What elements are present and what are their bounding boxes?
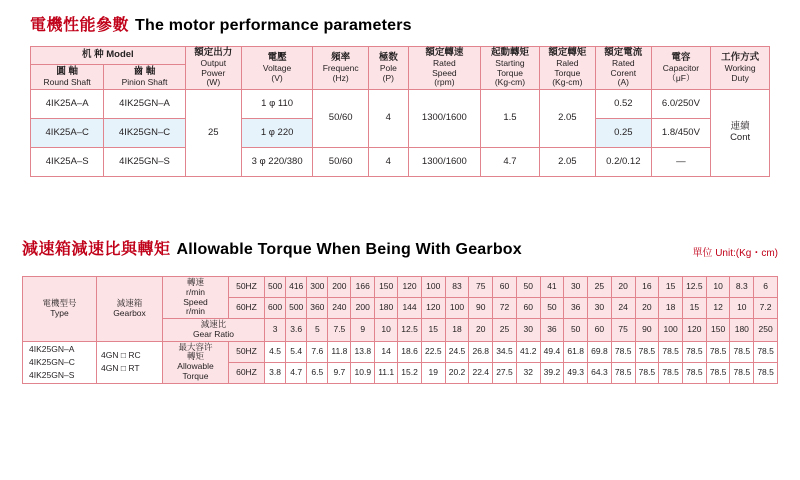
cell-output-power: 25 [185,90,241,177]
cell-torque-60hz: 11.1 [375,362,398,383]
cell-speed-60hz: 500 [286,298,307,319]
cell-torque-60hz: 4.7 [286,362,307,383]
cell-speed-50hz: 75 [469,277,493,298]
cell-speed-60hz: 600 [265,298,286,319]
cell-capacitor: — [651,148,711,177]
cell-gear-ratio: 30 [516,319,540,342]
header-capacitor: 電容 Capacitor （μF） [651,47,711,90]
cell-rated-torque: 2.05 [539,90,595,148]
cell-torque-50hz: 26.8 [469,341,493,362]
cell-frequency: 50/60 [313,148,369,177]
cell-rated-current: 0.2/0.12 [596,148,652,177]
section-2-title-cn: 減速箱減速比與轉矩 [22,241,171,258]
cell-capacitor: 1.8/450V [651,119,711,148]
cell-torque-60hz: 39.2 [540,362,564,383]
cell-torque-60hz: 32 [516,362,540,383]
header-frequency: 頻率 Frequenc (Hz) [313,47,369,90]
header-round-shaft: 圓 軸 Round Shaft [31,65,104,90]
section-1-title-cn: 電機性能參數 [30,17,130,34]
cell-speed-60hz: 18 [659,298,683,319]
header-torque-50hz: 50HZ [229,341,265,362]
cell-rated-current: 0.52 [596,90,652,119]
cell-speed-60hz: 20 [635,298,659,319]
cell-round-shaft: 4IK25A–A [31,90,104,119]
cell-torque-50hz: 13.8 [351,341,375,362]
cell-speed-50hz: 25 [588,277,612,298]
cell-torque-50hz: 41.2 [516,341,540,362]
cell-speed-50hz: 16 [635,277,659,298]
cell-torque-60hz: 22.4 [469,362,493,383]
cell-torque-60hz: 64.3 [588,362,612,383]
cell-round-shaft: 4IK25A–S [31,148,104,177]
cell-torque-50hz: 69.8 [588,341,612,362]
cell-torque-50hz: 11.8 [328,341,351,362]
cell-speed-60hz: 100 [445,298,469,319]
cell-gear-ratio: 5 [307,319,328,342]
cell-pole: 4 [369,90,408,148]
cell-gear-ratio: 60 [588,319,612,342]
cell-torque-50hz: 49.4 [540,341,564,362]
cell-speed-60hz: 90 [469,298,493,319]
cell-speed-60hz: 60 [516,298,540,319]
cell-torque-50hz: 78.5 [659,341,683,362]
cell-speed-60hz: 15 [682,298,706,319]
cell-torque-50hz: 61.8 [564,341,588,362]
cell-gear-ratio: 3 [265,319,286,342]
section-2-title-en: Allowable Torque When Being With Gearbox [176,241,522,258]
cell-speed-60hz: 144 [398,298,422,319]
cell-gear-ratio: 15 [421,319,445,342]
cell-torque-50hz: 7.6 [307,341,328,362]
cell-torque-50hz: 78.5 [730,341,754,362]
cell-torque-50hz: 34.5 [493,341,517,362]
cell-gear-ratio: 75 [611,319,635,342]
table-row [31,90,770,119]
cell-speed-60hz: 30 [588,298,612,319]
cell-speed-60hz: 72 [493,298,517,319]
header-voltage: 電壓 Voltage (V) [241,47,312,90]
section-1-heading [30,12,412,35]
cell-gear-ratio: 20 [469,319,493,342]
cell-round-shaft: 4IK25A–C [31,119,104,148]
cell-torque-50hz: 78.5 [611,341,635,362]
cell-starting-torque: 4.7 [481,148,539,177]
cell-torque-50hz: 78.5 [635,341,659,362]
cell-torque-50hz: 4.5 [265,341,286,362]
cell-torque-50hz: 78.5 [754,341,778,362]
cell-speed-50hz: 120 [398,277,422,298]
header-60hz: 60HZ [229,298,265,319]
header-pinion-shaft: 齒 軸 Pinion Shaft [104,65,185,90]
cell-gearboxes: 4GN □ RC 4GN □ RT [97,341,163,383]
cell-torque-60hz: 78.5 [611,362,635,383]
cell-speed-60hz: 240 [328,298,351,319]
cell-torque-50hz: 24.5 [445,341,469,362]
cell-torque-60hz: 10.9 [351,362,375,383]
table-2-torque-50hz-row [23,341,778,362]
cell-torque-60hz: 20.2 [445,362,469,383]
cell-speed-50hz: 100 [421,277,445,298]
cell-speed-50hz: 6 [754,277,778,298]
cell-torque-60hz: 78.5 [730,362,754,383]
cell-torque-60hz: 78.5 [659,362,683,383]
cell-gear-ratio: 100 [659,319,683,342]
cell-gear-ratio: 36 [540,319,564,342]
cell-torque-60hz: 19 [421,362,445,383]
cell-torque-50hz: 22.5 [421,341,445,362]
cell-rated-torque: 2.05 [539,148,595,177]
cell-torque-60hz: 27.5 [493,362,517,383]
cell-gear-ratio: 7.5 [328,319,351,342]
cell-speed-60hz: 7.2 [754,298,778,319]
cell-gear-ratio: 120 [682,319,706,342]
cell-torque-60hz: 15.2 [398,362,422,383]
cell-speed-50hz: 12.5 [682,277,706,298]
header-rated-torque: 額定轉矩 Raled Torque (Kg-cm) [539,47,595,90]
cell-pole: 4 [369,148,408,177]
cell-speed-50hz: 150 [375,277,398,298]
cell-speed-50hz: 60 [493,277,517,298]
cell-speed-60hz: 50 [540,298,564,319]
cell-gear-ratio: 10 [375,319,398,342]
cell-gear-ratio: 3.6 [286,319,307,342]
cell-pinion-shaft: 4IK25GN–A [104,90,185,119]
header-rated-speed: 額定轉速 Rated Speed (rpm) [408,47,481,90]
cell-frequency: 50/60 [313,90,369,148]
table-row [31,148,770,177]
cell-speed-50hz: 83 [445,277,469,298]
cell-torque-60hz: 6.5 [307,362,328,383]
cell-gear-ratio: 18 [445,319,469,342]
cell-torque-50hz: 78.5 [706,341,730,362]
cell-gear-ratio: 25 [493,319,517,342]
section-2-heading [22,236,778,259]
table-2-speed-50hz-row [23,277,778,298]
header-torque-60hz: 60HZ [229,362,265,383]
cell-torque-50hz: 5.4 [286,341,307,362]
unit-note: 單位 Unit:(Kg・cm) [692,248,778,259]
cell-gear-ratio: 90 [635,319,659,342]
cell-torque-60hz: 78.5 [682,362,706,383]
cell-speed-50hz: 50 [516,277,540,298]
gearbox-torque-table [22,276,778,384]
cell-speed-50hz: 300 [307,277,328,298]
section-1-title-en: The motor performance parameters [135,17,412,34]
header-motor-type: 電機型号 Type [23,277,97,342]
cell-speed-50hz: 500 [265,277,286,298]
cell-gear-ratio: 50 [564,319,588,342]
cell-capacitor: 6.0/250V [651,90,711,119]
cell-starting-torque: 1.5 [481,90,539,148]
cell-pinion-shaft: 4IK25GN–S [104,148,185,177]
header-pole: 極数 Pole (P) [369,47,408,90]
cell-torque-60hz: 3.8 [265,362,286,383]
cell-speed-60hz: 200 [351,298,375,319]
cell-speed-50hz: 166 [351,277,375,298]
cell-motor-types: 4IK25GN–A 4IK25GN–C 4IK25GN–S [23,341,97,383]
header-gear-ratio: 減速比 Gear Ratio [163,319,265,342]
cell-speed-50hz: 20 [611,277,635,298]
cell-speed-50hz: 8.3 [730,277,754,298]
cell-rated-current: 0.25 [596,119,652,148]
header-allowable-torque: 最大容许 轉矩 Allowable Torque [163,341,229,383]
cell-torque-50hz: 14 [375,341,398,362]
cell-gear-ratio: 250 [754,319,778,342]
header-rated-current: 額定電流 Rated Corent (A) [596,47,652,90]
cell-gear-ratio: 12.5 [398,319,422,342]
cell-torque-50hz: 78.5 [682,341,706,362]
cell-rated-speed: 1300/1600 [408,148,481,177]
cell-torque-60hz: 78.5 [754,362,778,383]
cell-torque-60hz: 9.7 [328,362,351,383]
cell-speed-50hz: 15 [659,277,683,298]
cell-gear-ratio: 150 [706,319,730,342]
cell-working-duty: 連續 Cont [711,90,770,177]
table-1-header-row-1 [31,47,770,65]
cell-speed-60hz: 24 [611,298,635,319]
header-speed: 轉速 r/min Speed r/min [163,277,229,319]
cell-speed-50hz: 200 [328,277,351,298]
header-output-power: 額定出力 Output Power (W) [185,47,241,90]
header-model-group: 机 种 Model [31,47,186,65]
cell-voltage: 3 φ 220/380 [241,148,312,177]
cell-speed-60hz: 120 [421,298,445,319]
cell-speed-50hz: 30 [564,277,588,298]
cell-speed-60hz: 10 [730,298,754,319]
cell-speed-60hz: 360 [307,298,328,319]
cell-gear-ratio: 180 [730,319,754,342]
cell-torque-50hz: 18.6 [398,341,422,362]
cell-rated-speed: 1300/1600 [408,90,481,148]
cell-torque-60hz: 78.5 [706,362,730,383]
cell-gear-ratio: 9 [351,319,375,342]
cell-speed-60hz: 12 [706,298,730,319]
header-starting-torque: 起動轉矩 Starting Torque (Kg-cm) [481,47,539,90]
header-working-duty: 工作方式 Working Duty [711,47,770,90]
cell-speed-50hz: 10 [706,277,730,298]
motor-performance-table [30,46,770,177]
header-50hz: 50HZ [229,277,265,298]
cell-voltage: 1 φ 110 [241,90,312,119]
cell-torque-60hz: 78.5 [635,362,659,383]
cell-pinion-shaft: 4IK25GN–C [104,119,185,148]
cell-speed-50hz: 416 [286,277,307,298]
header-gearbox: 減速箱 Gearbox [97,277,163,342]
cell-speed-60hz: 180 [375,298,398,319]
cell-speed-60hz: 36 [564,298,588,319]
cell-torque-60hz: 49.3 [564,362,588,383]
cell-speed-50hz: 41 [540,277,564,298]
cell-voltage: 1 φ 220 [241,119,312,148]
